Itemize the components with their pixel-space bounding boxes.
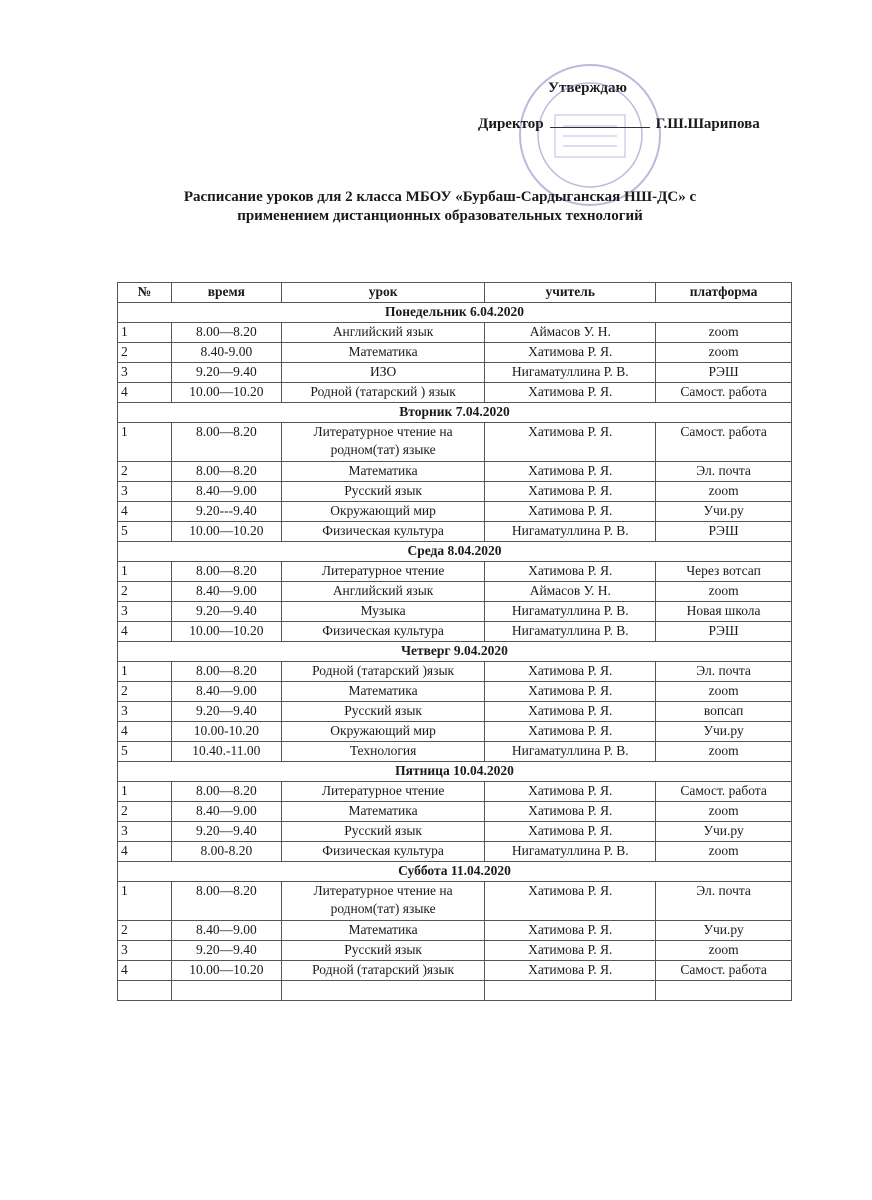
lesson-number: 2	[118, 682, 172, 702]
lesson-teacher: Хатимова Р. Я.	[485, 462, 656, 482]
lesson-subject: Литературное чтение на родном(тат) языке	[281, 423, 485, 462]
lesson-platform: zoom	[656, 323, 792, 343]
lesson-number: 4	[118, 622, 172, 642]
lesson-subject: Русский язык	[281, 702, 485, 722]
lesson-platform: zoom	[656, 343, 792, 363]
lesson-teacher: Хатимова Р. Я.	[485, 562, 656, 582]
lesson-teacher: Нигаматуллина Р. В.	[485, 742, 656, 762]
lesson-number: 4	[118, 842, 172, 862]
lesson-time: 9.20—9.40	[171, 702, 281, 722]
day-header-row	[118, 542, 792, 562]
lesson-subject: Литературное чтение	[281, 782, 485, 802]
title-line-2: применением дистанционных образовательных технологий	[237, 208, 643, 224]
lesson-time: 8.00—8.20	[171, 562, 281, 582]
day-header-row	[118, 303, 792, 323]
lesson-subject: Родной (татарский ) язык	[281, 383, 485, 403]
schedule-body	[118, 303, 792, 1001]
lesson-number: 2	[118, 802, 172, 822]
table-row	[118, 602, 792, 622]
day-label: Понедельник 6.04.2020	[118, 303, 792, 323]
lesson-teacher: Хатимова Р. Я.	[485, 682, 656, 702]
lesson-teacher: Хатимова Р. Я.	[485, 383, 656, 403]
lesson-time: 9.20—9.40	[171, 941, 281, 961]
day-header-row	[118, 642, 792, 662]
lesson-subject: Математика	[281, 682, 485, 702]
lesson-platform: zoom	[656, 482, 792, 502]
day-header-row	[118, 403, 792, 423]
lesson-number: 1	[118, 782, 172, 802]
lesson-teacher: Нигаматуллина Р. В.	[485, 602, 656, 622]
lesson-time: 8.00—8.20	[171, 662, 281, 682]
lesson-number: 1	[118, 562, 172, 582]
lesson-number: 4	[118, 961, 172, 981]
lesson-teacher: Хатимова Р. Я.	[485, 782, 656, 802]
lesson-time: 8.00—8.20	[171, 423, 281, 462]
table-row	[118, 882, 792, 921]
lesson-teacher: Нигаматуллина Р. В.	[485, 522, 656, 542]
lesson-platform: Учи.ру	[656, 502, 792, 522]
lesson-teacher: Аймасов У. Н.	[485, 323, 656, 343]
lesson-time: 9.20—9.40	[171, 822, 281, 842]
lesson-time: 10.00—10.20	[171, 522, 281, 542]
table-row	[118, 582, 792, 602]
lesson-number: 5	[118, 522, 172, 542]
lesson-subject: Окружающий мир	[281, 722, 485, 742]
lesson-platform: zoom	[656, 842, 792, 862]
empty-cell	[656, 981, 792, 1001]
lesson-number: 2	[118, 462, 172, 482]
director-label: Директор	[478, 116, 544, 132]
table-row	[118, 921, 792, 941]
lesson-platform: Эл. почта	[656, 462, 792, 482]
lesson-subject: Музыка	[281, 602, 485, 622]
lesson-platform: Самост. работа	[656, 782, 792, 802]
lesson-time: 9.20—9.40	[171, 602, 281, 622]
signature-icon	[550, 113, 650, 128]
lesson-teacher: Хатимова Р. Я.	[485, 802, 656, 822]
lesson-number: 2	[118, 921, 172, 941]
lesson-subject: Английский язык	[281, 323, 485, 343]
lesson-teacher: Нигаматуллина Р. В.	[485, 842, 656, 862]
lesson-subject: Родной (татарский )язык	[281, 961, 485, 981]
lesson-platform: Эл. почта	[656, 662, 792, 682]
empty-row	[118, 981, 792, 1001]
table-row	[118, 343, 792, 363]
lesson-teacher: Хатимова Р. Я.	[485, 423, 656, 462]
lesson-time: 8.40—9.00	[171, 482, 281, 502]
lesson-platform: Учи.ру	[656, 921, 792, 941]
table-row	[118, 742, 792, 762]
day-label: Суббота 11.04.2020	[118, 862, 792, 882]
lesson-time: 10.00—10.20	[171, 961, 281, 981]
lesson-platform: РЭШ	[656, 522, 792, 542]
lesson-platform: Самост. работа	[656, 383, 792, 403]
table-row	[118, 622, 792, 642]
lesson-time: 10.00-10.20	[171, 722, 281, 742]
day-header-row	[118, 762, 792, 782]
lesson-teacher: Хатимова Р. Я.	[485, 921, 656, 941]
table-row	[118, 462, 792, 482]
lesson-number: 1	[118, 423, 172, 462]
day-label: Среда 8.04.2020	[118, 542, 792, 562]
lesson-number: 5	[118, 742, 172, 762]
lesson-teacher: Хатимова Р. Я.	[485, 961, 656, 981]
lesson-subject: ИЗО	[281, 363, 485, 383]
lesson-subject: Английский язык	[281, 582, 485, 602]
lesson-subject: Русский язык	[281, 482, 485, 502]
schedule-table	[117, 282, 792, 1001]
lesson-platform: Учи.ру	[656, 822, 792, 842]
lesson-teacher: Хатимова Р. Я.	[485, 343, 656, 363]
lesson-platform: zoom	[656, 582, 792, 602]
lesson-subject: Русский язык	[281, 822, 485, 842]
lesson-number: 3	[118, 822, 172, 842]
lesson-platform: Через вотсап	[656, 562, 792, 582]
lesson-subject: Русский язык	[281, 941, 485, 961]
table-row	[118, 782, 792, 802]
lesson-number: 1	[118, 323, 172, 343]
lesson-platform: РЭШ	[656, 622, 792, 642]
lesson-subject: Математика	[281, 343, 485, 363]
lesson-number: 1	[118, 882, 172, 921]
lesson-teacher: Хатимова Р. Я.	[485, 941, 656, 961]
lesson-subject: Физическая культура	[281, 522, 485, 542]
lesson-time: 8.40—9.00	[171, 682, 281, 702]
director-signature-line	[478, 113, 760, 133]
lesson-number: 3	[118, 702, 172, 722]
lesson-teacher: Хатимова Р. Я.	[485, 882, 656, 921]
empty-cell	[281, 981, 485, 1001]
lesson-subject: Математика	[281, 462, 485, 482]
lesson-subject: Окружающий мир	[281, 502, 485, 522]
lesson-number: 4	[118, 722, 172, 742]
header-platform: платформа	[656, 283, 792, 303]
lesson-time: 9.20---9.40	[171, 502, 281, 522]
day-label: Четверг 9.04.2020	[118, 642, 792, 662]
lesson-platform: zoom	[656, 941, 792, 961]
empty-cell	[118, 981, 172, 1001]
header-teacher: учитель	[485, 283, 656, 303]
lesson-subject: Физическая культура	[281, 622, 485, 642]
title-line-1: Расписание уроков для 2 класса МБОУ «Бурбаш-Сардыганская НШ-ДС» с	[183, 189, 697, 205]
document-title	[120, 188, 760, 226]
table-row	[118, 722, 792, 742]
lesson-platform: zoom	[656, 802, 792, 822]
lesson-number: 4	[118, 383, 172, 403]
lesson-platform: Новая школа	[656, 602, 792, 622]
lesson-subject: Литературное чтение	[281, 562, 485, 582]
table-row	[118, 522, 792, 542]
lesson-number: 3	[118, 363, 172, 383]
table-header-row	[118, 283, 792, 303]
lesson-time: 8.40—9.00	[171, 921, 281, 941]
table-row	[118, 802, 792, 822]
table-row	[118, 562, 792, 582]
lesson-platform: zoom	[656, 682, 792, 702]
lesson-number: 2	[118, 582, 172, 602]
empty-cell	[171, 981, 281, 1001]
day-label: Вторник 7.04.2020	[118, 403, 792, 423]
lesson-number: 1	[118, 662, 172, 682]
table-row	[118, 941, 792, 961]
approval-label: Утверждаю	[548, 80, 627, 96]
lesson-subject: Физическая культура	[281, 842, 485, 862]
lesson-teacher: Хатимова Р. Я.	[485, 822, 656, 842]
lesson-time: 9.20—9.40	[171, 363, 281, 383]
lesson-number: 4	[118, 502, 172, 522]
lesson-time: 8.40-9.00	[171, 343, 281, 363]
lesson-teacher: Хатимова Р. Я.	[485, 702, 656, 722]
lesson-platform: zoom	[656, 742, 792, 762]
lesson-platform: Эл. почта	[656, 882, 792, 921]
lesson-teacher: Нигаматуллина Р. В.	[485, 622, 656, 642]
empty-cell	[485, 981, 656, 1001]
lesson-subject: Литературное чтение на родном(тат) языке	[281, 882, 485, 921]
lesson-platform: Учи.ру	[656, 722, 792, 742]
lesson-time: 8.40—9.00	[171, 582, 281, 602]
lesson-teacher: Нигаматуллина Р. В.	[485, 363, 656, 383]
lesson-subject: Родной (татарский )язык	[281, 662, 485, 682]
table-row	[118, 682, 792, 702]
table-row	[118, 423, 792, 462]
header-lesson: урок	[281, 283, 485, 303]
lesson-time: 8.00-8.20	[171, 842, 281, 862]
lesson-time: 8.00—8.20	[171, 882, 281, 921]
lesson-subject: Математика	[281, 802, 485, 822]
table-row	[118, 822, 792, 842]
lesson-teacher: Хатимова Р. Я.	[485, 722, 656, 742]
lesson-number: 3	[118, 482, 172, 502]
lesson-time: 8.00—8.20	[171, 782, 281, 802]
table-row	[118, 323, 792, 343]
lesson-teacher: Аймасов У. Н.	[485, 582, 656, 602]
lesson-subject: Технология	[281, 742, 485, 762]
lesson-time: 8.40—9.00	[171, 802, 281, 822]
lesson-time: 10.00—10.20	[171, 383, 281, 403]
lesson-platform: Самост. работа	[656, 423, 792, 462]
header-number: №	[118, 283, 172, 303]
table-row	[118, 482, 792, 502]
day-header-row	[118, 862, 792, 882]
director-name: Г.Ш.Шарипова	[655, 116, 760, 132]
table-row	[118, 842, 792, 862]
table-row	[118, 662, 792, 682]
table-row	[118, 961, 792, 981]
table-row	[118, 363, 792, 383]
table-row	[118, 383, 792, 403]
lesson-platform: Самост. работа	[656, 961, 792, 981]
lesson-number: 3	[118, 602, 172, 622]
lesson-time: 10.00—10.20	[171, 622, 281, 642]
header-time: время	[171, 283, 281, 303]
table-row	[118, 502, 792, 522]
lesson-number: 3	[118, 941, 172, 961]
lesson-platform: вопсап	[656, 702, 792, 722]
table-row	[118, 702, 792, 722]
lesson-platform: РЭШ	[656, 363, 792, 383]
lesson-subject: Математика	[281, 921, 485, 941]
lesson-teacher: Хатимова Р. Я.	[485, 662, 656, 682]
lesson-time: 8.00—8.20	[171, 462, 281, 482]
lesson-teacher: Хатимова Р. Я.	[485, 502, 656, 522]
lesson-teacher: Хатимова Р. Я.	[485, 482, 656, 502]
lesson-time: 10.40.-11.00	[171, 742, 281, 762]
lesson-time: 8.00—8.20	[171, 323, 281, 343]
day-label: Пятница 10.04.2020	[118, 762, 792, 782]
lesson-number: 2	[118, 343, 172, 363]
